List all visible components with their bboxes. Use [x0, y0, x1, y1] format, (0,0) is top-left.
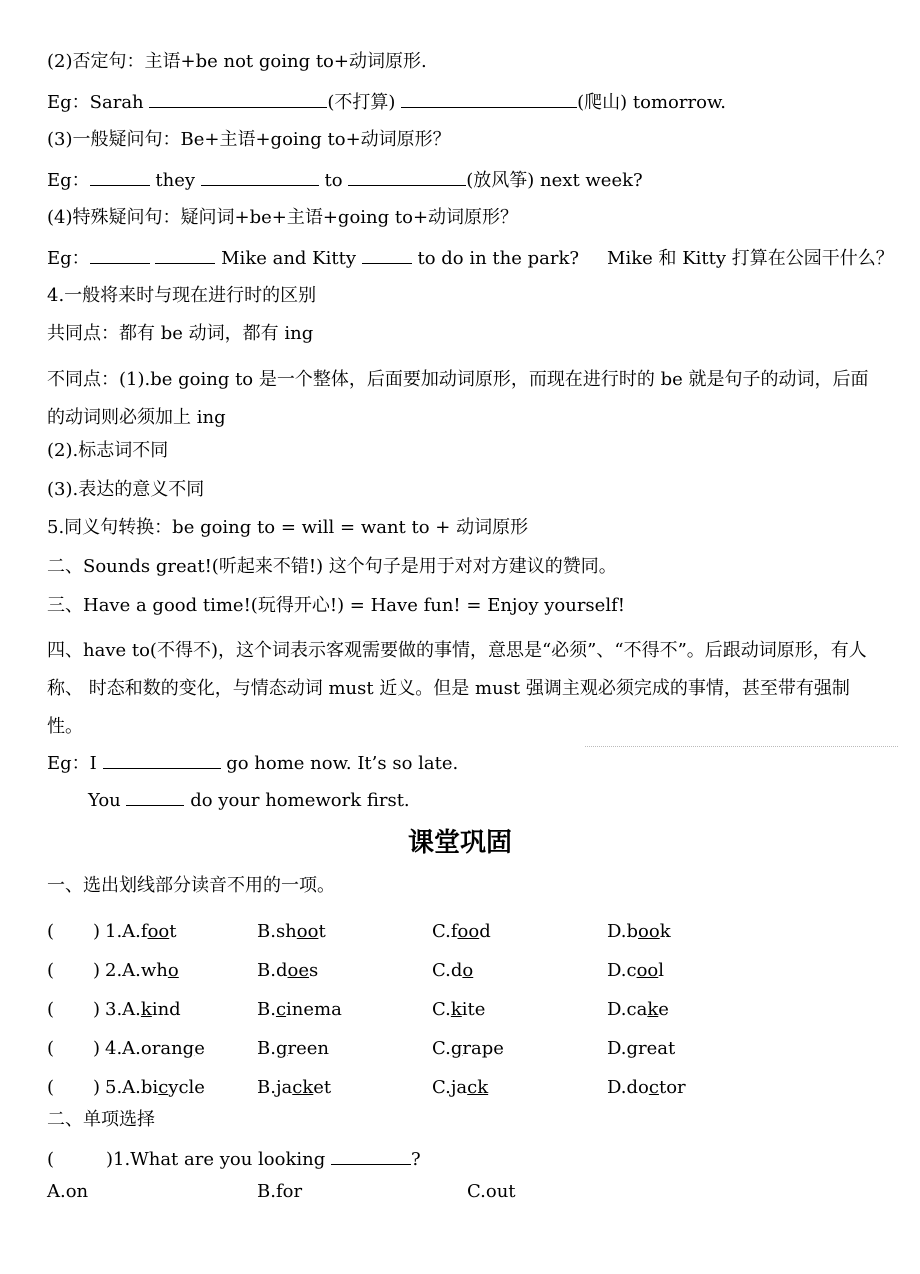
option-a[interactable]: A.on	[47, 1181, 89, 1202]
word-part: ite	[461, 999, 486, 1020]
word-part: B.	[257, 1038, 276, 1059]
option-d[interactable]	[607, 1076, 686, 1100]
word-part: C.	[432, 999, 451, 1020]
answer-blank[interactable]	[331, 1146, 411, 1165]
underlined-part: o	[462, 960, 474, 981]
part1-heading: 一、选出划线部分读音不用的一项。	[47, 875, 335, 896]
eg-text: they	[149, 170, 201, 191]
answer-blank[interactable]	[155, 245, 215, 264]
option-c[interactable]	[432, 998, 485, 1022]
option-d[interactable]	[607, 1037, 675, 1061]
word-part: 2.A.wh	[105, 960, 168, 981]
underlined-part: k	[647, 999, 659, 1020]
word-part: C.d	[432, 960, 463, 981]
option-c[interactable]	[432, 1076, 488, 1100]
underlined-part: c	[158, 1077, 169, 1098]
answer-blank[interactable]	[362, 245, 412, 264]
option-a[interactable]	[105, 1076, 205, 1100]
difference-point-1: 不同点：(1).be going to 是一个整体，后面要加动词原形，而现在进行时的 be 就是句子的动词，后面的动词则必须加上 ing	[47, 369, 869, 428]
word-part: ind	[151, 999, 181, 1020]
word-part: 5.A.bi	[105, 1077, 159, 1098]
word-part: B.d	[257, 960, 288, 981]
question-row	[47, 1076, 907, 1100]
option-c[interactable]	[432, 959, 473, 983]
question-text: ?	[410, 1149, 421, 1170]
part2-heading: 二、单项选择	[47, 1109, 155, 1130]
underlined-part: c	[648, 1077, 659, 1098]
word-part: D.do	[607, 1077, 649, 1098]
eg-text: Eg：	[47, 248, 90, 269]
underlined-part: ck	[292, 1077, 314, 1098]
difference-heading: 4.一般将来时与现在进行时的区别	[47, 285, 317, 306]
sounds-great-note: 二、Sounds great!(听起来不错!) 这个句子是用于对对方建议的赞同。	[47, 556, 617, 577]
answer-paren[interactable]: (	[47, 1077, 55, 1098]
hint-text: (爬山) tomorrow.	[577, 92, 726, 113]
word-part: D.b	[607, 921, 639, 942]
answer-paren-close: )	[93, 999, 101, 1020]
word-part: reat	[638, 1038, 676, 1059]
question-row	[47, 920, 907, 944]
hint-text: (不打算)	[327, 92, 402, 113]
word-part: 4.A.oran	[105, 1038, 183, 1059]
word-part: s	[308, 960, 319, 981]
eg-text: Eg：I	[47, 753, 103, 774]
word-part: reen	[287, 1038, 329, 1059]
word-part: tor	[658, 1077, 686, 1098]
word-part: 1.A.f	[105, 921, 148, 942]
word-part: C.f	[432, 921, 458, 942]
question-row	[47, 998, 907, 1022]
option-d[interactable]	[607, 998, 669, 1022]
option-a[interactable]	[105, 959, 179, 983]
word-part: t	[318, 921, 326, 942]
special-example	[47, 245, 894, 271]
underlined-part: oo	[636, 960, 659, 981]
question-row	[47, 1037, 907, 1061]
eg-text: Eg：	[47, 170, 90, 191]
underlined-part: c	[275, 999, 287, 1020]
answer-paren-close: )	[93, 1038, 101, 1059]
eg-text: go home now. It’s so late.	[220, 753, 459, 774]
word-part: B.ja	[257, 1077, 293, 1098]
underlined-part: ck	[467, 1077, 489, 1098]
answer-paren[interactable]: (	[47, 1038, 55, 1059]
option-b[interactable]	[257, 1076, 331, 1100]
underlined-part: g	[450, 1038, 463, 1059]
word-part: D.	[607, 1038, 627, 1059]
word-part: l	[658, 960, 665, 981]
word-part: ycle	[168, 1077, 205, 1098]
eg-text: Mike and Kitty	[215, 248, 362, 269]
option-a[interactable]	[105, 998, 181, 1022]
underlined-part: g	[275, 1038, 288, 1059]
synonym-rule: 5.同义句转换：be going to = will = want to + 动词原形	[47, 517, 529, 538]
have-to-note: 四、have to(不得不)，这个词表示客观需要做的事情，意思是“必须”、“不得不”。后跟动词原形，有人称、 时态和数的变化，与情态动词 must 近义。但是 must 强调主观必须完成的事情，甚至带有强制性。	[47, 640, 867, 737]
negative-example	[47, 89, 890, 115]
eg-text: Eg：Sarah	[47, 92, 150, 113]
question-text: )1.What are you looking	[106, 1149, 331, 1170]
special-rule: (4)特殊疑问句：疑问词+be+主语+going to+动词原形？	[47, 207, 519, 228]
word-part: D.c	[607, 960, 637, 981]
option-c[interactable]	[432, 1037, 504, 1061]
eg-text: do your homework first.	[184, 790, 410, 811]
answer-paren-close: )	[93, 1077, 101, 1098]
have-good-time-note: 三、Have a good time!(玩得开心!) = Have fun! = Enjoy yourself!	[47, 595, 625, 616]
option-b[interactable]	[257, 1037, 329, 1061]
word-part: rape	[462, 1038, 504, 1059]
word-part: 3.A.	[105, 999, 141, 1020]
word-part: k	[659, 921, 671, 942]
underlined-part: oo	[296, 921, 319, 942]
have-to-example-1	[47, 750, 890, 776]
underlined-part: g	[182, 1038, 195, 1059]
word-part: inema	[286, 999, 342, 1020]
question-row	[47, 959, 907, 983]
word-part: C.ja	[432, 1077, 468, 1098]
word-part: d	[479, 921, 491, 942]
negative-rule: (2)否定句：主语+be not going to+动词原形.	[47, 51, 427, 72]
hint-text: (放风筝) next week?	[466, 170, 643, 191]
answer-paren[interactable]: (	[47, 999, 55, 1020]
word-part: C.	[432, 1038, 451, 1059]
difference-point-2: (2).标志词不同	[47, 440, 169, 461]
answer-blank[interactable]	[401, 89, 577, 108]
option-b[interactable]	[257, 998, 342, 1022]
underlined-part: oo	[147, 921, 170, 942]
option-c[interactable]	[432, 920, 491, 944]
option-a[interactable]	[105, 1037, 205, 1061]
translation-text: Mike 和 Kitty 打算在公园干什么？	[607, 248, 894, 269]
word-part: e	[658, 999, 669, 1020]
word-part: e	[194, 1038, 205, 1059]
answer-paren-close: )	[93, 921, 101, 942]
divider	[585, 746, 898, 747]
mc-question-1	[47, 1146, 890, 1172]
underlined-part: k	[140, 999, 152, 1020]
section-title: 课堂巩固	[407, 828, 512, 858]
have-to-example-2	[88, 787, 890, 813]
option-b[interactable]: B.for	[257, 1181, 303, 1202]
answer-blank[interactable]	[90, 245, 150, 264]
word-part: et	[313, 1077, 332, 1098]
answer-blank[interactable]	[126, 787, 184, 806]
word-part: B.sh	[257, 921, 297, 942]
common-point: 共同点：都有 be 动词，都有 ing	[47, 323, 314, 344]
word-part: B.	[257, 999, 276, 1020]
answer-paren[interactable]: (	[47, 960, 55, 981]
answer-blank[interactable]	[103, 750, 221, 769]
word-part: D.ca	[607, 999, 648, 1020]
underlined-part: oo	[638, 921, 660, 942]
answer-paren[interactable]: (	[47, 921, 55, 942]
answer-blank[interactable]	[90, 167, 150, 186]
difference-point-3: (3).表达的意义不同	[47, 479, 205, 500]
option-d[interactable]	[607, 920, 671, 944]
answer-paren-close: )	[93, 960, 101, 981]
eg-text: to do in the park?	[411, 248, 580, 269]
eg-text: You	[88, 790, 127, 811]
underlined-part: oo	[457, 921, 480, 942]
word-part: t	[169, 921, 177, 942]
answer-blank[interactable]	[201, 167, 319, 186]
option-b[interactable]	[257, 959, 318, 983]
mc-options	[47, 1180, 907, 1204]
answer-blank[interactable]	[348, 167, 466, 186]
question-example	[47, 167, 890, 193]
underlined-part: oe	[287, 960, 309, 981]
option-d[interactable]	[607, 959, 664, 983]
option-a[interactable]	[105, 920, 176, 944]
answer-blank[interactable]	[149, 89, 327, 108]
eg-text: to	[318, 170, 349, 191]
option-c[interactable]: C.out	[467, 1181, 516, 1202]
question-rule: (3)一般疑问句：Be+主语+going to+动词原形？	[47, 129, 451, 150]
underlined-part: g	[626, 1038, 639, 1059]
option-b[interactable]	[257, 920, 326, 944]
underlined-part: o	[167, 960, 179, 981]
underlined-part: k	[450, 999, 462, 1020]
answer-paren[interactable]: (	[47, 1149, 55, 1170]
